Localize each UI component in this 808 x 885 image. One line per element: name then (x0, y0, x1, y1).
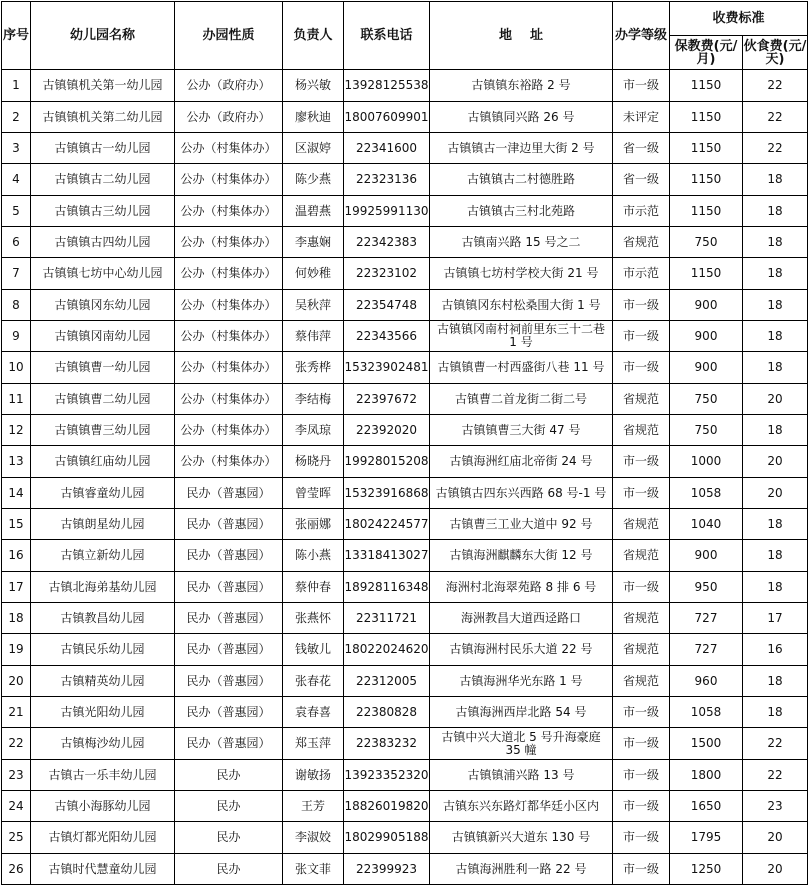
cell-nature: 公办（政府办） (175, 102, 283, 133)
cell-seq: 2 (2, 102, 31, 133)
cell-phone: 22383232 (344, 728, 430, 760)
cell-seq: 22 (2, 728, 31, 760)
cell-meal: 18 (743, 290, 808, 321)
cell-seq: 5 (2, 196, 31, 227)
cell-phone: 22341600 (344, 133, 430, 164)
cell-care: 1250 (670, 854, 743, 885)
cell-meal: 20 (743, 446, 808, 478)
cell-nature: 公办（村集体办） (175, 290, 283, 321)
cell-phone: 18007609901 (344, 102, 430, 133)
cell-meal: 18 (743, 196, 808, 227)
cell-phone: 13928125538 (344, 70, 430, 102)
cell-address: 古镇南兴路 15 号之二 (430, 227, 613, 258)
cell-care: 1800 (670, 760, 743, 791)
cell-meal: 22 (743, 70, 808, 102)
cell-person: 廖秋迪 (283, 102, 344, 133)
cell-person: 张燕怀 (283, 603, 344, 634)
cell-care: 1150 (670, 102, 743, 133)
cell-level: 市一级 (613, 290, 670, 321)
cell-meal: 16 (743, 634, 808, 666)
cell-address: 古镇镇冈南村祠前里东三十二巷 1 号 (430, 321, 613, 352)
cell-nature: 民办（普惠园） (175, 572, 283, 603)
table-row (2, 666, 808, 697)
cell-seq: 16 (2, 540, 31, 572)
cell-address: 古镇镇古四东兴西路 68 号-1 号 (430, 478, 613, 509)
cell-person: 杨兴敏 (283, 70, 344, 102)
cell-seq: 23 (2, 760, 31, 791)
cell-nature: 民办 (175, 760, 283, 791)
cell-phone: 22392020 (344, 415, 430, 446)
cell-level: 市一级 (613, 697, 670, 728)
cell-meal: 20 (743, 854, 808, 885)
cell-seq: 9 (2, 321, 31, 352)
cell-care: 727 (670, 634, 743, 666)
table-row (2, 446, 808, 478)
cell-phone: 22397672 (344, 384, 430, 415)
cell-phone: 22342383 (344, 227, 430, 258)
cell-meal: 22 (743, 728, 808, 760)
table-row (2, 540, 808, 572)
header-seq: 序号 (2, 2, 31, 70)
cell-address: 古镇海洲胜利一路 22 号 (430, 854, 613, 885)
cell-level: 省规范 (613, 540, 670, 572)
cell-address: 古镇海洲西岸北路 54 号 (430, 697, 613, 728)
cell-care: 900 (670, 352, 743, 384)
cell-care: 750 (670, 415, 743, 446)
cell-person: 何妙稚 (283, 258, 344, 290)
cell-seq: 14 (2, 478, 31, 509)
cell-address: 古镇镇曹一村西盛街八巷 11 号 (430, 352, 613, 384)
cell-meal: 18 (743, 666, 808, 697)
cell-care: 960 (670, 666, 743, 697)
cell-level: 市一级 (613, 446, 670, 478)
cell-address: 古镇曹二首龙街二街二号 (430, 384, 613, 415)
cell-person: 袁春喜 (283, 697, 344, 728)
cell-phone: 13923352320 (344, 760, 430, 791)
cell-phone: 22312005 (344, 666, 430, 697)
cell-seq: 10 (2, 352, 31, 384)
header-name: 幼儿园名称 (31, 2, 175, 70)
cell-nature: 公办（村集体办） (175, 196, 283, 227)
cell-care: 900 (670, 290, 743, 321)
cell-person: 谢敏扬 (283, 760, 344, 791)
cell-phone: 18826019820 (344, 791, 430, 822)
cell-nature: 民办（普惠园） (175, 728, 283, 760)
cell-care: 1150 (670, 164, 743, 196)
cell-level: 市一级 (613, 822, 670, 854)
cell-name: 古镇睿童幼儿园 (31, 478, 175, 509)
cell-name: 古镇镇曹一幼儿园 (31, 352, 175, 384)
cell-person: 张春花 (283, 666, 344, 697)
cell-level: 市一级 (613, 321, 670, 352)
cell-level: 省规范 (613, 509, 670, 540)
cell-seq: 3 (2, 133, 31, 164)
cell-phone: 18029905188 (344, 822, 430, 854)
cell-name: 古镇精英幼儿园 (31, 666, 175, 697)
table-row (2, 227, 808, 258)
header-level: 办学等级 (613, 2, 670, 70)
cell-phone: 22399923 (344, 854, 430, 885)
cell-seq: 25 (2, 822, 31, 854)
table-row (2, 133, 808, 164)
cell-address: 古镇镇新兴大道东 130 号 (430, 822, 613, 854)
cell-nature: 公办（村集体办） (175, 446, 283, 478)
cell-name: 古镇镇机关第一幼儿园 (31, 70, 175, 102)
cell-seq: 7 (2, 258, 31, 290)
cell-address: 古镇海洲村民乐大道 22 号 (430, 634, 613, 666)
cell-level: 省规范 (613, 666, 670, 697)
cell-nature: 公办（村集体办） (175, 258, 283, 290)
cell-seq: 1 (2, 70, 31, 102)
cell-phone: 22323102 (344, 258, 430, 290)
cell-name: 古镇镇曹二幼儿园 (31, 384, 175, 415)
cell-care: 1500 (670, 728, 743, 760)
cell-name: 古镇镇古一幼儿园 (31, 133, 175, 164)
cell-seq: 17 (2, 572, 31, 603)
cell-name: 古镇镇曹三幼儿园 (31, 415, 175, 446)
cell-seq: 8 (2, 290, 31, 321)
cell-address: 古镇镇古一津边里大街 2 号 (430, 133, 613, 164)
table-row (2, 102, 808, 133)
cell-phone: 22354748 (344, 290, 430, 321)
cell-phone: 18928116348 (344, 572, 430, 603)
cell-seq: 6 (2, 227, 31, 258)
cell-phone: 13318413027 (344, 540, 430, 572)
cell-meal: 22 (743, 133, 808, 164)
cell-address: 古镇东兴东路灯都华廷小区内 (430, 791, 613, 822)
cell-name: 古镇镇七坊中心幼儿园 (31, 258, 175, 290)
header-care-fee: 保教费(元/月) (670, 36, 743, 70)
cell-meal: 18 (743, 164, 808, 196)
table-row (2, 791, 808, 822)
cell-seq: 20 (2, 666, 31, 697)
cell-seq: 4 (2, 164, 31, 196)
table-row (2, 760, 808, 791)
cell-nature: 公办（村集体办） (175, 321, 283, 352)
cell-address: 古镇镇七坊村学校大街 21 号 (430, 258, 613, 290)
cell-person: 郑玉萍 (283, 728, 344, 760)
cell-phone: 22343566 (344, 321, 430, 352)
cell-meal: 22 (743, 102, 808, 133)
cell-meal: 18 (743, 321, 808, 352)
cell-person: 温碧燕 (283, 196, 344, 227)
cell-person: 区淑婷 (283, 133, 344, 164)
cell-nature: 民办 (175, 822, 283, 854)
cell-meal: 18 (743, 227, 808, 258)
cell-person: 陈少燕 (283, 164, 344, 196)
cell-address: 古镇镇东裕路 2 号 (430, 70, 613, 102)
table-row (2, 384, 808, 415)
cell-nature: 公办（村集体办） (175, 164, 283, 196)
cell-meal: 18 (743, 415, 808, 446)
cell-nature: 民办（普惠园） (175, 478, 283, 509)
cell-person: 蔡仲春 (283, 572, 344, 603)
cell-care: 900 (670, 540, 743, 572)
cell-level: 市一级 (613, 760, 670, 791)
cell-person: 曾莹晖 (283, 478, 344, 509)
cell-level: 省一级 (613, 164, 670, 196)
header-phone: 联系电话 (344, 2, 430, 70)
cell-nature: 民办（普惠园） (175, 509, 283, 540)
cell-name: 古镇镇古三幼儿园 (31, 196, 175, 227)
header-fee-group: 收费标准 (670, 2, 808, 36)
cell-care: 1000 (670, 446, 743, 478)
cell-nature: 公办（村集体办） (175, 384, 283, 415)
table-row (2, 70, 808, 102)
cell-meal: 17 (743, 603, 808, 634)
cell-care: 1150 (670, 70, 743, 102)
cell-seq: 24 (2, 791, 31, 822)
cell-level: 市一级 (613, 854, 670, 885)
cell-level: 省规范 (613, 227, 670, 258)
cell-seq: 18 (2, 603, 31, 634)
cell-address: 古镇镇浦兴路 13 号 (430, 760, 613, 791)
cell-care: 1650 (670, 791, 743, 822)
cell-person: 钱敏儿 (283, 634, 344, 666)
cell-seq: 26 (2, 854, 31, 885)
cell-person: 张文菲 (283, 854, 344, 885)
cell-care: 727 (670, 603, 743, 634)
cell-phone: 19928015208 (344, 446, 430, 478)
cell-address: 古镇海洲麒麟东大街 12 号 (430, 540, 613, 572)
cell-level: 省规范 (613, 634, 670, 666)
cell-meal: 20 (743, 384, 808, 415)
cell-meal: 18 (743, 352, 808, 384)
cell-seq: 19 (2, 634, 31, 666)
cell-nature: 民办 (175, 854, 283, 885)
cell-level: 市一级 (613, 572, 670, 603)
header-nature: 办园性质 (175, 2, 283, 70)
cell-level: 省一级 (613, 133, 670, 164)
cell-name: 古镇镇冈南幼儿园 (31, 321, 175, 352)
cell-person: 蔡伟萍 (283, 321, 344, 352)
table-row (2, 509, 808, 540)
cell-phone: 19925991130 (344, 196, 430, 227)
cell-nature: 公办（村集体办） (175, 352, 283, 384)
table-row (2, 728, 808, 760)
cell-name: 古镇梅沙幼儿园 (31, 728, 175, 760)
cell-care: 1058 (670, 697, 743, 728)
cell-name: 古镇朗星幼儿园 (31, 509, 175, 540)
cell-name: 古镇古一乐丰幼儿园 (31, 760, 175, 791)
cell-meal: 20 (743, 822, 808, 854)
cell-address: 古镇中兴大道北 5 号升海豪庭 35 幢 (430, 728, 613, 760)
cell-nature: 公办（村集体办） (175, 227, 283, 258)
cell-address: 古镇镇古二村德胜路 (430, 164, 613, 196)
cell-phone: 18024224577 (344, 509, 430, 540)
cell-seq: 15 (2, 509, 31, 540)
cell-level: 市一级 (613, 728, 670, 760)
cell-name: 古镇光阳幼儿园 (31, 697, 175, 728)
table-row (2, 697, 808, 728)
cell-person: 李惠娴 (283, 227, 344, 258)
cell-nature: 民办（普惠园） (175, 666, 283, 697)
cell-level: 市示范 (613, 196, 670, 227)
cell-care: 1150 (670, 196, 743, 227)
cell-meal: 18 (743, 540, 808, 572)
cell-name: 古镇灯都光阳幼儿园 (31, 822, 175, 854)
cell-seq: 21 (2, 697, 31, 728)
cell-care: 750 (670, 227, 743, 258)
cell-address: 古镇镇古三村北苑路 (430, 196, 613, 227)
cell-address: 海洲村北海翠苑路 8 排 6 号 (430, 572, 613, 603)
cell-care: 950 (670, 572, 743, 603)
cell-level: 省规范 (613, 384, 670, 415)
cell-meal: 18 (743, 697, 808, 728)
cell-person: 李淑姣 (283, 822, 344, 854)
cell-nature: 民办（普惠园） (175, 697, 283, 728)
cell-phone: 15323902481 (344, 352, 430, 384)
cell-nature: 民办 (175, 791, 283, 822)
header-person: 负责人 (283, 2, 344, 70)
table-row (2, 290, 808, 321)
cell-nature: 民办（普惠园） (175, 540, 283, 572)
cell-meal: 23 (743, 791, 808, 822)
cell-nature: 公办（村集体办） (175, 415, 283, 446)
cell-level: 未评定 (613, 102, 670, 133)
cell-name: 古镇镇机关第二幼儿园 (31, 102, 175, 133)
cell-person: 李结梅 (283, 384, 344, 415)
cell-person: 李凤琼 (283, 415, 344, 446)
cell-seq: 13 (2, 446, 31, 478)
cell-care: 1795 (670, 822, 743, 854)
cell-phone: 18022024620 (344, 634, 430, 666)
cell-name: 古镇小海豚幼儿园 (31, 791, 175, 822)
cell-phone: 22380828 (344, 697, 430, 728)
cell-level: 市一级 (613, 70, 670, 102)
cell-person: 张丽娜 (283, 509, 344, 540)
table-row (2, 164, 808, 196)
header-meal-fee: 伙食费(元/天) (743, 36, 808, 70)
cell-address: 古镇镇同兴路 26 号 (430, 102, 613, 133)
cell-care: 1150 (670, 133, 743, 164)
cell-nature: 民办（普惠园） (175, 603, 283, 634)
table-row (2, 572, 808, 603)
cell-meal: 18 (743, 509, 808, 540)
cell-seq: 12 (2, 415, 31, 446)
cell-care: 900 (670, 321, 743, 352)
table-row (2, 321, 808, 352)
cell-level: 市一级 (613, 791, 670, 822)
cell-address: 古镇镇冈东村松桑围大街 1 号 (430, 290, 613, 321)
cell-name: 古镇镇冈东幼儿园 (31, 290, 175, 321)
kindergarten-table (1, 1, 808, 885)
cell-name: 古镇北海弟基幼儿园 (31, 572, 175, 603)
table-row (2, 415, 808, 446)
cell-person: 陈小燕 (283, 540, 344, 572)
table-row (2, 258, 808, 290)
cell-level: 市一级 (613, 478, 670, 509)
cell-name: 古镇教昌幼儿园 (31, 603, 175, 634)
cell-nature: 公办（政府办） (175, 70, 283, 102)
cell-name: 古镇镇红庙幼儿园 (31, 446, 175, 478)
cell-phone: 22323136 (344, 164, 430, 196)
cell-name: 古镇镇古四幼儿园 (31, 227, 175, 258)
cell-meal: 20 (743, 478, 808, 509)
cell-care: 1058 (670, 478, 743, 509)
cell-address: 古镇海洲红庙北帝街 24 号 (430, 446, 613, 478)
cell-phone: 22311721 (344, 603, 430, 634)
cell-person: 吴秋萍 (283, 290, 344, 321)
table-row (2, 478, 808, 509)
cell-meal: 22 (743, 760, 808, 791)
cell-nature: 公办（村集体办） (175, 133, 283, 164)
cell-nature: 民办（普惠园） (175, 634, 283, 666)
table-row (2, 603, 808, 634)
cell-name: 古镇民乐幼儿园 (31, 634, 175, 666)
table-row (2, 854, 808, 885)
cell-person: 王芳 (283, 791, 344, 822)
cell-care: 1150 (670, 258, 743, 290)
cell-level: 市一级 (613, 352, 670, 384)
cell-address: 古镇海洲华光东路 1 号 (430, 666, 613, 697)
cell-level: 市示范 (613, 258, 670, 290)
cell-meal: 18 (743, 572, 808, 603)
table-row (2, 196, 808, 227)
header-address: 地 址 (430, 2, 613, 70)
table-row (2, 352, 808, 384)
cell-person: 张秀桦 (283, 352, 344, 384)
cell-phone: 15323916868 (344, 478, 430, 509)
cell-name: 古镇镇古二幼儿园 (31, 164, 175, 196)
table-row (2, 822, 808, 854)
cell-level: 省规范 (613, 415, 670, 446)
cell-care: 1040 (670, 509, 743, 540)
cell-care: 750 (670, 384, 743, 415)
cell-address: 海洲教昌大道西迳路口 (430, 603, 613, 634)
cell-name: 古镇立新幼儿园 (31, 540, 175, 572)
cell-level: 省规范 (613, 603, 670, 634)
cell-address: 古镇曹三工业大道中 92 号 (430, 509, 613, 540)
cell-address: 古镇镇曹三大街 47 号 (430, 415, 613, 446)
cell-name: 古镇时代慧童幼儿园 (31, 854, 175, 885)
table-row (2, 634, 808, 666)
cell-person: 杨晓丹 (283, 446, 344, 478)
cell-meal: 18 (743, 258, 808, 290)
cell-seq: 11 (2, 384, 31, 415)
